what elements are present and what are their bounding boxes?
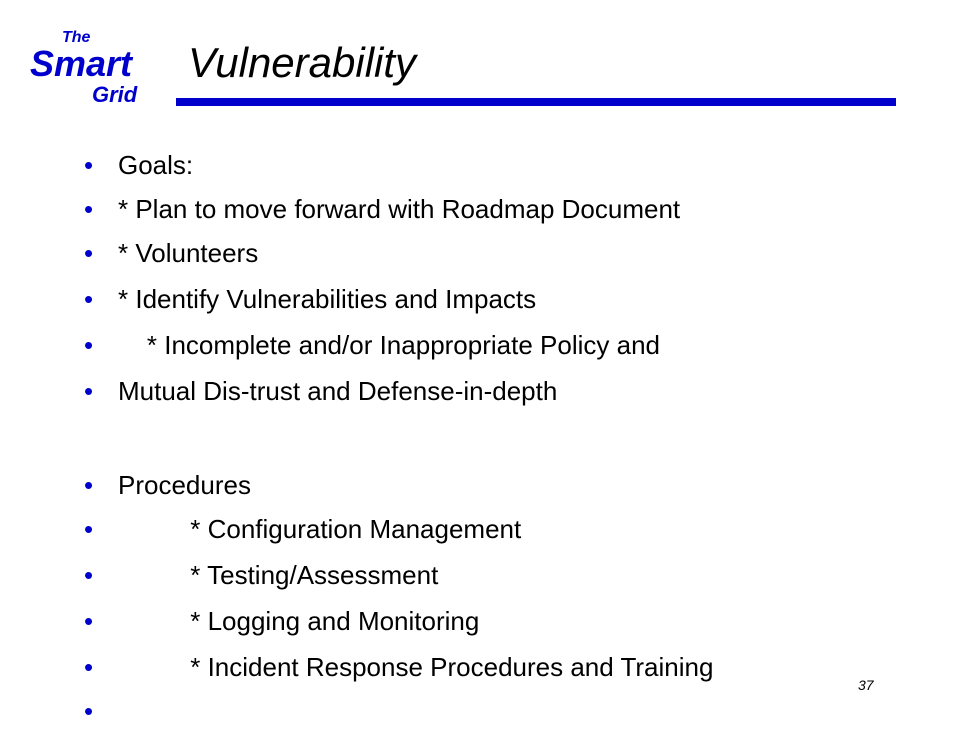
- logo-grid-text: Grid: [92, 82, 138, 107]
- bullet-text: * Volunteers: [118, 238, 259, 268]
- bullet-dot-icon: •: [84, 696, 94, 726]
- slide-title: Vulnerability: [188, 39, 417, 86]
- bullet-text: * Testing/Assessment: [118, 560, 439, 590]
- bullet-dot-icon: •: [84, 560, 94, 590]
- bullet-dot-icon: •: [84, 470, 94, 500]
- bullet-text: Goals:: [118, 150, 194, 180]
- bullet-item-incomplete: [0, 327, 900, 363]
- bullet-item-identify: [0, 281, 900, 317]
- bullet-text: * Configuration Management: [118, 514, 522, 544]
- logo-the-text: The: [62, 29, 91, 46]
- bullet-text: * Incident Response Procedures and Training: [118, 652, 714, 682]
- bullet-item-volunteers: [0, 235, 900, 271]
- bullet-item-procedures: [0, 467, 900, 503]
- bullet-item-configuration: [0, 511, 900, 547]
- bullet-dot-icon: •: [84, 376, 94, 406]
- bullet-item-goals: [0, 147, 900, 183]
- bullet-text: Procedures: [118, 470, 251, 500]
- bullet-item-testing: [0, 557, 900, 593]
- bullet-item-logging: [0, 603, 900, 639]
- bullet-dot-icon: •: [84, 652, 94, 682]
- bullet-dot-icon: •: [84, 238, 94, 268]
- bullet-item-plan: [0, 191, 900, 227]
- bullet-dot-icon: •: [84, 194, 94, 224]
- bullet-dot-icon: •: [84, 150, 94, 180]
- logo-smart-text: Smart: [30, 43, 133, 84]
- page-number: 37: [858, 677, 874, 693]
- bullet-item-empty: [0, 693, 900, 729]
- bullet-text: * Logging and Monitoring: [118, 606, 480, 636]
- bullet-text: Mutual Dis-trust and Defense-in-depth: [118, 376, 558, 406]
- bullet-dot-icon: •: [84, 330, 94, 360]
- bullet-text: * Identify Vulnerabilities and Impacts: [118, 284, 537, 314]
- bullet-text: * Plan to move forward with Roadmap Document: [118, 194, 681, 224]
- bullet-text: * Incomplete and/or Inappropriate Policy and: [118, 330, 660, 360]
- bullet-dot-icon: •: [84, 284, 94, 314]
- bullet-item-mutual: [0, 373, 900, 409]
- bullet-dot-icon: •: [84, 514, 94, 544]
- bullet-dot-icon: •: [84, 606, 94, 636]
- bullet-item-incident: [0, 649, 900, 685]
